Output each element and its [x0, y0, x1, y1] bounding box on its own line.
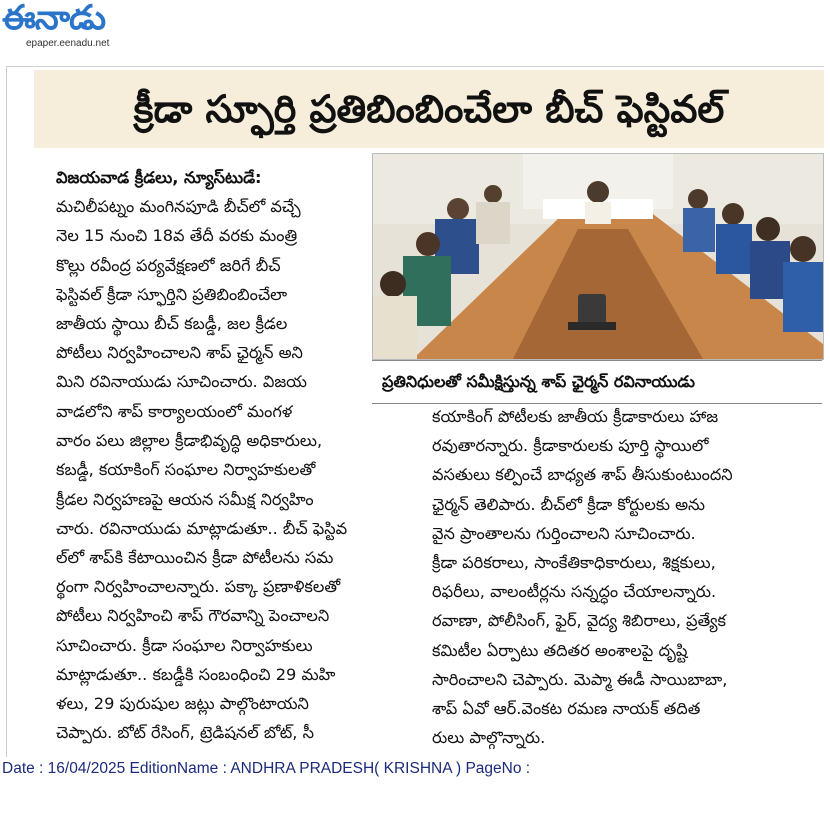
meeting-photo-illustration [373, 154, 823, 359]
text-line: పోటీలు నిర్వహించాలని శాప్ ఛైర్మన్ అని [56, 343, 303, 363]
article-column-2 [432, 402, 822, 752]
text-line: మాట్లాడుతూ.. కబడ్డీకి సంబంధించి 29 మహి [56, 664, 336, 684]
text-line: ళలు, 29 పురుషుల జట్లు పాల్గొంటాయని [56, 693, 309, 713]
photo-caption: ప్రతినిధులతో సమీక్షిస్తున్న శాప్ ఛైర్మన్ రవినాయుడు [382, 372, 695, 391]
text-line: కమిటీల ఏర్పాటు తదితర అంశాలపై దృష్టి [432, 640, 688, 660]
text-line: క్రీడల నిర్వహణపై ఆయన సమీక్ష నిర్వహిం [56, 489, 314, 509]
text-line: కొల్లు రవీంద్ర పర్యవేక్షణలో జరిగే బీచ్ [56, 255, 281, 275]
text-line: నెల 15 నుంచి 18వ తేదీ వరకు మంత్రి [56, 226, 298, 246]
text-line: కబడ్డీ, కయాకింగ్ సంఘాల నిర్వాహకులతో [56, 460, 316, 480]
dateline: విజయవాడ క్రీడలు, న్యూస్‌టుడే: [56, 168, 262, 187]
text-line: రులు పాల్గొన్నారు. [432, 728, 546, 748]
text-line: మచిలీపట్నం మంగినపూడి బీచ్‌లో వచ్చే [56, 197, 301, 217]
text-line: శాప్ ఏవో ఆర్.వెంకట రమణ నాయక్ తదిత [432, 698, 701, 718]
text-line: వాడలోని శాప్ కార్యాలయంలో మంగళ [56, 402, 293, 421]
text-line: రిఫరీలు, వాలంటీర్లను సన్నద్ధం చేయాలన్నారు. [432, 582, 717, 602]
text-line: మిని రవినాయుడు సూచించారు. విజయ [56, 372, 307, 392]
meeting-photo [372, 153, 824, 360]
headline-banner [34, 70, 824, 148]
text-line: రవుతారన్నారు. క్రీడాకారులకు పూర్తి స్థాయిలో [432, 436, 709, 456]
site-url[interactable]: epaper.eenadu.net [26, 38, 110, 49]
text-line: రవాణా, పోలీసింగ్, ఫైర్, వైద్య శిబిరాలు, ప్రత్యేక [432, 611, 726, 631]
text-line: వసతులు కల్పించే బాధ్యత శాప్ తీసుకుంటుందని [432, 465, 733, 485]
masthead [2, 0, 152, 56]
text-line: క్రీడా పరికరాలు, సాంకేతికాధికారులు, శిక్షకులు, [432, 552, 716, 572]
text-line: వారం పలు జిల్లాల క్రీడాభివృద్ధి అధికారులు, [56, 431, 323, 451]
eenadu-logo[interactable]: ఈనాడు [2, 0, 106, 38]
photo-caption-box [372, 360, 822, 404]
text-line: సూచించారు. క్రీడా సంఘాల నిర్వాహకులు [56, 635, 313, 655]
text-line: చారు. రవినాయుడు మాట్లాడుతూ.. బీచ్ ఫెస్టివ [56, 518, 348, 538]
text-line: ఛైర్మన్ తెలిపారు. బీచ్‌లో క్రీడా కోర్టులకు అను [432, 494, 705, 514]
text-line: కయాకింగ్ పోటీలకు జాతీయ క్రీడాకారులు హాజ [432, 407, 719, 426]
text-line: చెప్పారు. బోట్ రేసింగ్, ట్రెడిషనల్ బోట్, సీ [56, 723, 314, 743]
article-column-1-bottom [56, 397, 368, 747]
text-line: వైన ప్రాంతాలను గుర్తించాలని సూచించారు. [432, 523, 696, 543]
article-headline: క్రీడా స్ఫూర్తి ప్రతిబింబించేలా బీచ్ ఫెస్టివల్ [133, 87, 725, 131]
text-line: ఫెస్టివల్ క్రీడా స్ఫూర్తిని ప్రతిబింబించేలా [56, 284, 288, 304]
text-line: పోటీలు నిర్వహించి శాప్ గౌరవాన్ని పెంచాలని [56, 606, 330, 626]
text-line: సారించాలని చెప్పారు. మెప్మా ఈడీ సాయిబాబా, [432, 669, 728, 689]
article-column-1-top [56, 163, 368, 397]
text-line: జాతీయ స్థాయి బీచ్ కబడ్డీ, జల క్రీడల [56, 313, 288, 333]
text-line: ల్‌లో శాప్‌కి కేటాయించిన క్రీడా పోటీలను సమ [56, 547, 334, 567]
edition-footer: Date : 16/04/2025 EditionName : ANDHRA PRADESH( KRISHNA ) PageNo : [2, 760, 531, 777]
text-line: ర్థంగా నిర్వహించాలన్నారు. పక్కా ప్రణాళికలతో [56, 577, 341, 597]
